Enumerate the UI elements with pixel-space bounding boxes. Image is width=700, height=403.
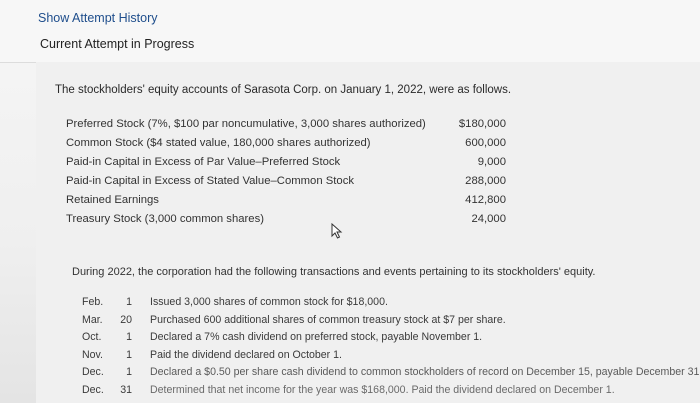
transaction-month: Mar. <box>82 313 103 326</box>
transaction-description: Determined that net income for the year was $168,000. Paid the dividend declared on December 1. <box>150 383 615 396</box>
equity-row <box>66 137 506 156</box>
show-attempt-history-link[interactable]: Show Attempt History <box>38 11 158 25</box>
current-attempt-label: Current Attempt in Progress <box>40 37 195 51</box>
transaction-month: Dec. <box>82 383 104 396</box>
transaction-description: Purchased 600 additional shares of common treasury stock at $7 per share. <box>150 313 506 326</box>
mouse-pointer-icon <box>331 223 345 239</box>
equity-row <box>66 213 506 232</box>
transaction-day: 31 <box>120 383 132 396</box>
problem-intro: The stockholders' equity accounts of Sarasota Corp. on January 1, 2022, were as follows. <box>55 84 512 96</box>
equity-account-label: Paid-in Capital in Excess of Stated Value–Common Stock <box>66 175 355 187</box>
transaction-month: Dec. <box>82 366 104 378</box>
transaction-description: Declared a $0.50 per share cash dividend to common stockholders of record on December 15, payable December 31 <box>150 366 700 378</box>
equity-account-amount: 9,000 <box>477 156 506 168</box>
equity-row <box>66 194 506 213</box>
transaction-month: Oct. <box>82 331 102 343</box>
transaction-day: 1 <box>126 296 132 308</box>
equity-account-label: Treasury Stock (3,000 common shares) <box>66 213 264 225</box>
equity-account-label: Paid-in Capital in Excess of Par Value–Preferred Stock <box>66 156 341 168</box>
transactions-intro: During 2022, the corporation had the following transactions and events pertaining to its stockholders' equity. <box>72 266 596 278</box>
attempt-header <box>0 0 700 63</box>
transaction-day: 1 <box>126 348 132 361</box>
transaction-description: Issued 3,000 shares of common stock for $18,000. <box>150 296 388 308</box>
equity-account-amount: 24,000 <box>471 213 506 225</box>
equity-account-label: Common Stock ($4 stated value, 180,000 shares authorized) <box>66 137 371 149</box>
equity-row <box>66 175 506 194</box>
equity-account-label: Preferred Stock (7%, $100 par noncumulative, 3,000 shares authorized) <box>66 118 426 130</box>
equity-row <box>66 118 506 137</box>
transaction-month: Feb. <box>82 296 104 308</box>
transaction-description: Paid the dividend declared on October 1. <box>150 348 342 361</box>
equity-account-label: Retained Earnings <box>66 194 159 206</box>
transaction-month: Nov. <box>82 348 103 361</box>
equity-accounts-table <box>66 118 506 232</box>
transaction-description: Declared a 7% cash dividend on preferred stock, payable November 1. <box>150 331 483 343</box>
equity-account-amount: $180,000 <box>458 118 506 130</box>
equity-account-amount: 600,000 <box>465 137 506 149</box>
transaction-day: 1 <box>126 331 132 343</box>
equity-account-amount: 288,000 <box>465 175 506 187</box>
transaction-day: 1 <box>126 366 132 378</box>
equity-row <box>66 156 506 175</box>
problem-card <box>36 62 700 403</box>
equity-account-amount: 412,800 <box>465 194 506 206</box>
transaction-day: 20 <box>120 313 132 326</box>
